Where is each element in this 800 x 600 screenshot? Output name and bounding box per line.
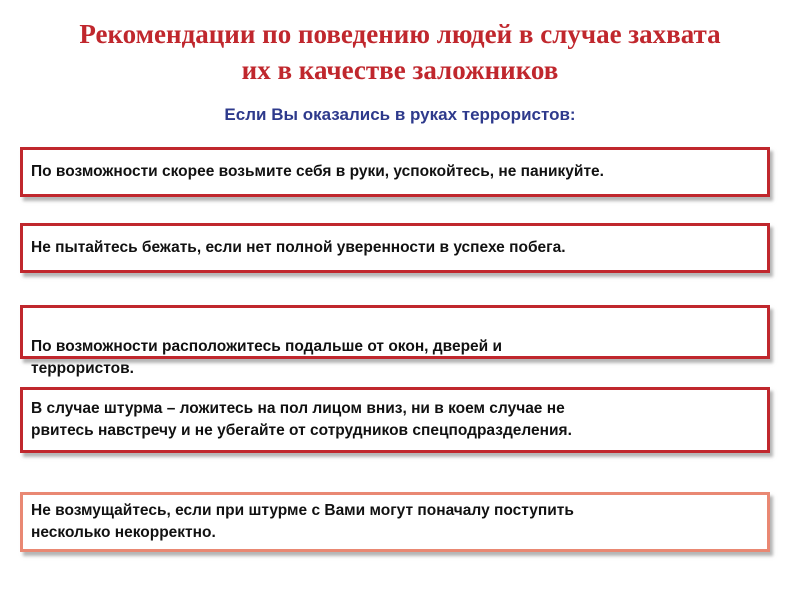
recommendation-box-3 — [20, 305, 770, 377]
recommendation-box-2 — [20, 223, 770, 273]
recommendation-text-4: В случае штурма – ложитесь на пол лицом вниз, ни в коем случае не рвитесь навстречу и не убегайте от сотрудников спецподразделения. — [31, 400, 572, 439]
recommendation-box-4 — [20, 387, 770, 453]
recommendation-text-2: Не пытайтесь бежать, если нет полной уверенности в успехе побега. — [31, 239, 566, 256]
page-title-line-1: Рекомендации по поведению людей в случае захвата — [79, 19, 721, 49]
page-title-line-2: их в качестве заложников — [241, 55, 559, 85]
recommendation-text-5: Не возмущайтесь, если при штурме с Вами могут поначалу поступить несколько некорректно. — [31, 502, 574, 541]
recommendation-text-3: По возможности расположитесь подальше от окон, дверей и террористов. — [31, 338, 503, 377]
page-title — [0, 16, 800, 88]
recommendation-box-5 — [20, 492, 770, 552]
recommendation-box-1 — [20, 147, 770, 197]
page-subtitle: Если Вы оказались в руках террористов: — [224, 105, 576, 124]
recommendation-text-1: По возможности скорее возьмите себя в руки, успокойтесь, не паникуйте. — [31, 163, 604, 180]
